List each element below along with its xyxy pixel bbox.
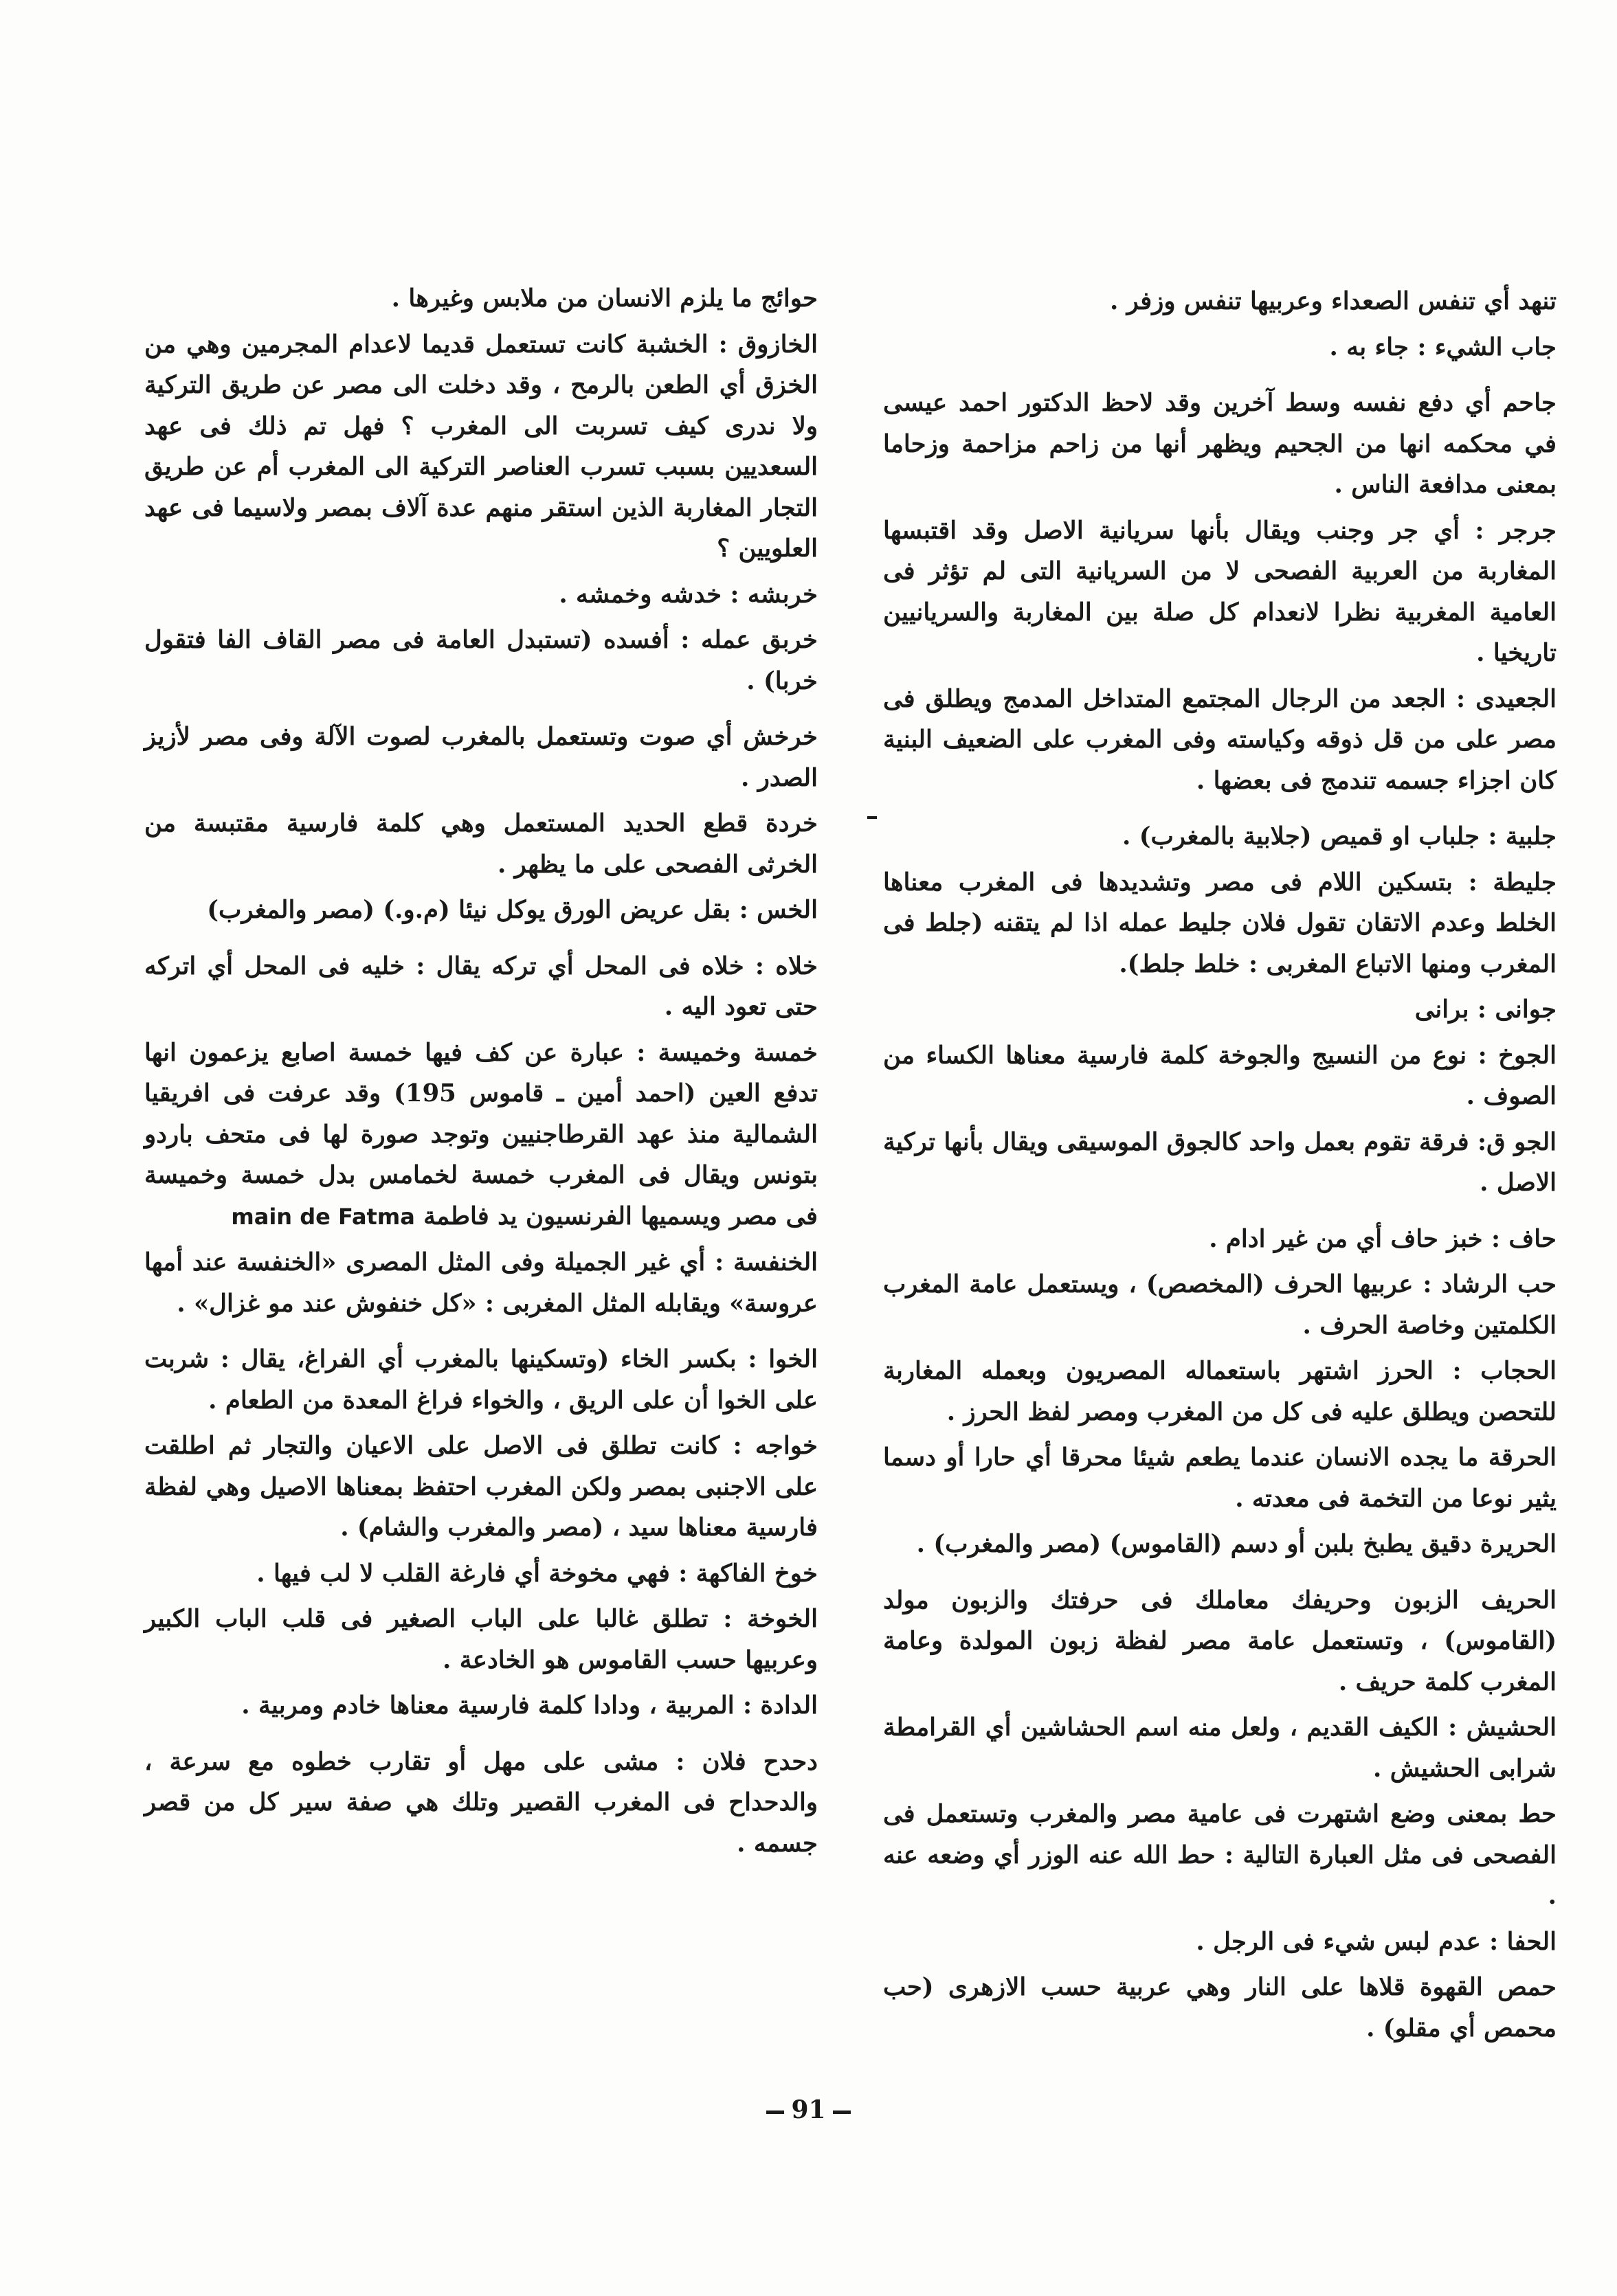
entry-kharkhash [144, 717, 818, 798]
entry-jalabiya [883, 816, 1557, 857]
entry-text: خربق عمله : أفسده (تستبدل العامة فى مصر القاف الفا فتقول خربا) . [144, 626, 818, 695]
entry-hashish [883, 1707, 1557, 1789]
entry-khawa [144, 1339, 818, 1421]
entry-tanahhad [883, 281, 1557, 322]
entry-hurqa [883, 1437, 1557, 1519]
entry-text: خردة قطع الحديد المستعمل وهي كلمة فارسية مقتبسة من الخرثى الفصحى على ما يظهر . [144, 809, 818, 879]
entry-text: الحريرة دقيق يطبخ بلبن أو دسم (القاموس) (مصر والمغرب) . [916, 1530, 1557, 1558]
left-column [144, 278, 818, 1869]
entry-text: حوائج ما يلزم الانسان من ملابس وغيرها . [391, 284, 818, 313]
entry-dada [144, 1685, 818, 1726]
entry-text: حط بمعنى وضع اشتهرت فى عامية مصر والمغرب وتستعمل فى الفصحى فى مثل العبارة التالية : حط الله عنه الوزر أي وضعه عنه . [883, 1800, 1557, 1910]
entry-jab [883, 327, 1557, 368]
entry-text: حمص القهوة قلاها على النار وهي عربية حسب الازهرى (حب محمص أي مقلو) . [883, 1973, 1557, 2042]
entry-text: جرجر : أي جر وجنب ويقال بأنها سريانية الاصل وقد اقتبسها المغاربة من العربية الفصحى لا من السريانية التى لم تؤثر فى العامية المغربية نظرا لانعدام كل صلة بين المغاربة والسريانيين تاريخيا . [883, 516, 1557, 667]
entry-text: الخازوق : الخشبة كانت تستعمل قديما لاعدام المجرمين وهي من الخزق أي الطعن بالرمح ، وقد دخلت الى مصر عن طريق التركية ولا ندرى كيف تسربت الى المغرب ؟ فهل تم ذلك فى عهد السعديين بسبب تسرب العناصر التركية الى المغرب أم عن طريق التجار المغاربة الذين استقر منهم عدة آلاف بمصر ولاسيما فى عهد العلويين ؟ [144, 330, 818, 563]
entry-text: جليطة : بتسكين اللام فى مصر وتشديدها فى المغرب معناها الخلط وعدم الاتقان تقول فلان جليط عمله اذا لم يتقنه (جلط فى المغرب ومنها الاتباع المغربى : خلط جلط). [883, 868, 1557, 978]
entry-text: حاف : خبز حاف أي من غير ادام . [1209, 1224, 1557, 1253]
entry-text: الحجاب : الحرز اشتهر باستعماله المصريون وبعمله المغاربة للتحصن ويطلق عليه فى كل من المغرب ومصر لفظ الحرز . [883, 1357, 1557, 1426]
margin-dash-mark [867, 816, 877, 819]
entry-text: الحريف الزبون وحريفك معاملك فى حرفتك والزبون مولد (القاموس) ، وتستعمل عامة مصر لفظة زبون المولدة وعامة المغرب كلمة حريف . [883, 1586, 1557, 1696]
entry-text: خربشه : خدشه وخمشه . [559, 580, 818, 609]
entry-text: جاب الشيء : جاء به . [1329, 333, 1557, 361]
entry-text: الخوخة : تطلق غالبا على الباب الصغير فى قلب الباب الكبير وعربيها حسب القاموس هو الخادعة . [144, 1605, 818, 1674]
entry-text: خوخ الفاكهة : فهي مخوخة أي فارغة القلب لا لب فيها . [256, 1559, 818, 1588]
entry-text: الحفا : عدم لبس شيء فى الرجل . [1196, 1927, 1557, 1956]
entry-jawani [883, 989, 1557, 1031]
entry-juq [883, 1122, 1557, 1204]
entry-khawaja [144, 1426, 818, 1549]
entry-text-arabic: خمسة وخميسة : عبارة عن كف فيها خمسة اصابع يزعمون انها تدفع العين (احمد أمين ـ قاموس 195) وقد عرفت فى افريقيا الشمالية منذ عهد القرطاجنيين وتوجد صورة لها فى متحف باردو بتونس ويقال فى المغرب خمسة لخمامس بدل خمسة وخميسة فى مصر ويسميها الفرنسيون يد فاطمة [144, 1038, 818, 1230]
entry-khallah [144, 946, 818, 1028]
entry-text: خرخش أي صوت وتستعمل بالمغرب لصوت الآلة وفى مصر لأزيز الصدر . [144, 723, 818, 792]
page-number-dash-right [833, 2111, 851, 2114]
entry-khawkh [144, 1553, 818, 1595]
entry-khamsa [144, 1033, 818, 1238]
entry-hatt [883, 1794, 1557, 1917]
entry-kharbaq [144, 620, 818, 701]
page-number [0, 2095, 1617, 2124]
entry-kharbasha [144, 574, 818, 616]
entry-text: الحشيش : الكيف القديم ، ولعل منه اسم الحشاشين أي القرامطة شرابى الحشيش . [883, 1713, 1557, 1783]
entry-text: الجوخ : نوع من النسيج والجوخة كلمة فارسية معناها الكساء من الصوف . [883, 1041, 1557, 1110]
entry-jukh [883, 1035, 1557, 1117]
entry-jahem [883, 383, 1557, 506]
entry-hawaij [144, 278, 818, 319]
entry-text: خواجه : كانت تطلق فى الاصل على الاعيان والتجار ثم اطلقت على الاجنبى بمصر ولكن المغرب احتفظ بمعناها الاصيل وهي لفظة فارسية معناها سيد ، (مصر والمغرب والشام) . [144, 1432, 818, 1542]
entry-text: جلبية : جلباب او قميص (جلابية بالمغرب) . [1122, 822, 1557, 851]
entry-text: الخس : بقل عريض الورق يوكل نيئا (م.و.) (مصر والمغرب) [207, 896, 818, 924]
entry-jarjar [883, 510, 1557, 674]
main-de-fatma-label: main de Fatma [231, 1203, 415, 1230]
entry-haf [883, 1219, 1557, 1260]
entry-habb-rashad [883, 1264, 1557, 1346]
entry-text: دحدح فلان : مشى على مهل أو تقارب خطوه مع سرعة ، والدحداح فى المغرب القصير وتلك هي صفة سير كل من قصر جسمه . [144, 1747, 818, 1858]
entry-khass [144, 890, 818, 931]
entry-khazuq [144, 324, 818, 570]
entry-text: الخنفسة : أي غير الجميلة وفى المثل المصرى «الخنفسة عند أمها عروسة» ويقابله المثل المغربى : «كل خنفوش عند مو غزال» . [144, 1248, 818, 1318]
right-column [883, 278, 1557, 2053]
entry-hafa [883, 1922, 1557, 1963]
entry-text: الحرقة ما يجده الانسان عندما يطعم شيئا محرقا أي حارا أو دسما يثير نوعا من التخمة فى معدته . [883, 1443, 1557, 1513]
entry-khunfusa [144, 1242, 818, 1324]
entry-text: الخوا : بكسر الخاء (وتسكينها بالمغرب أي الفراغ، يقال : شربت على الخوا أن على الريق ، والخواء فراغ المعدة من الطعام . [144, 1345, 818, 1415]
entry-text: حب الرشاد : عربيها الحرف (المخصص) ، ويستعمل عامة المغرب الكلمتين وخاصة الحرف . [883, 1270, 1557, 1340]
entry-harif [883, 1580, 1557, 1703]
page-number-value: 91 [791, 2095, 826, 2124]
entry-dahdah [144, 1742, 818, 1865]
entry-khurda [144, 803, 818, 885]
entry-text: الجعيدى : الجعد من الرجال المجتمع المتداخل المدمج ويطلق فى مصر على من قل ذوقه وكياسته وفى المغرب على الضعيف البنية كان اجزاء جسمه تندمج فى بعضها . [883, 684, 1557, 795]
entry-harira [883, 1524, 1557, 1565]
page-number-dash-left [766, 2111, 784, 2114]
entry-hijab [883, 1351, 1557, 1432]
entry-jalita [883, 862, 1557, 985]
entry-text: خلاه : خلاه فى المحل أي تركه يقال : خليه فى المحل أي اتركه حتى تعود اليه . [144, 952, 818, 1021]
entry-jaidi [883, 679, 1557, 802]
entry-text [144, 1033, 818, 1238]
entry-text: الجو ق: فرقة تقوم بعمل واحد كالجوق الموسيقى ويقال بأنها تركية الاصل . [883, 1127, 1557, 1197]
entry-text: جاحم أي دفع نفسه وسط آخرين وقد لاحظ الدكتور احمد عيسى في محكمه انها من الجحيم ويظهر أنها من زاحم مزاحمة وزحاما بمعنى مدافعة الناس . [883, 389, 1557, 499]
entry-text: جوانى : برانى [1414, 995, 1557, 1024]
entry-hammas [883, 1967, 1557, 2049]
entry-text: الدادة : المربية ، ودادا كلمة فارسية معناها خادم ومربية . [241, 1691, 818, 1720]
entry-khawkha [144, 1599, 818, 1680]
entry-text: تنهد أي تنفس الصعداء وعربيها تنفس وزفر . [1109, 287, 1557, 315]
